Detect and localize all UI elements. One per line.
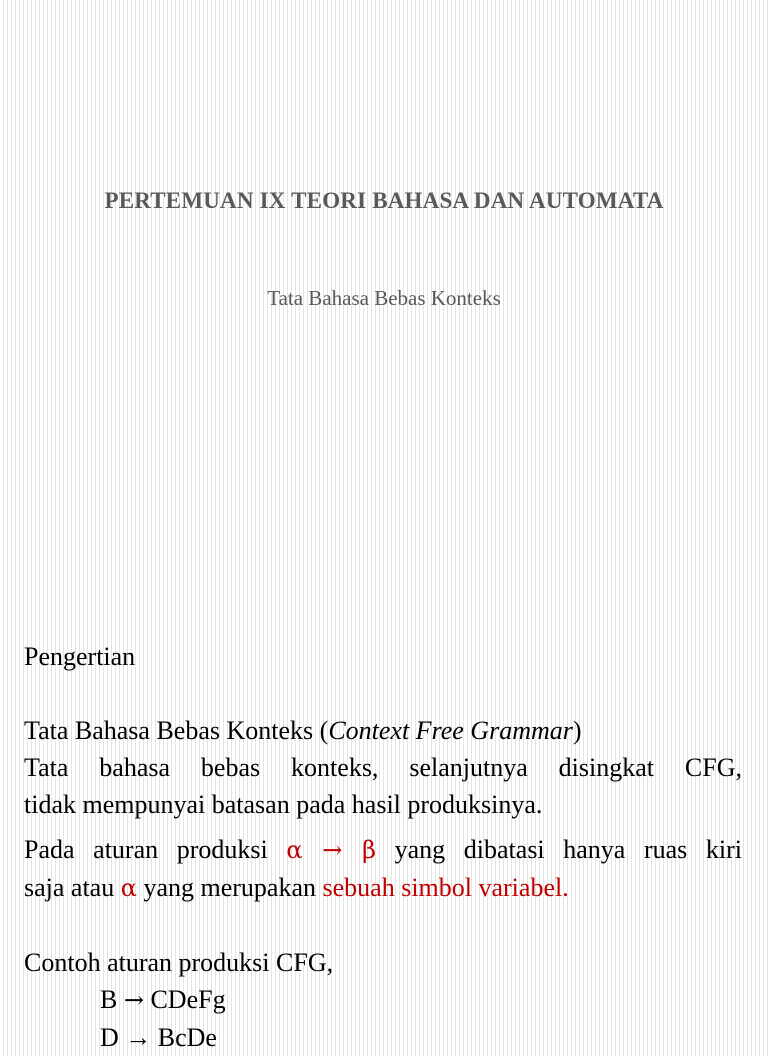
production-rule <box>286 836 376 864</box>
definition-italic: Context Free Grammar <box>328 716 573 745</box>
paragraph2-line1 <box>24 831 742 869</box>
page-title: PERTEMUAN IX TEORI BAHASA DAN AUTOMATA <box>104 188 664 213</box>
paragraph2-line2-mid: yang merupakan <box>143 873 316 902</box>
example-rule-1 <box>24 981 742 1019</box>
content-body <box>24 638 742 1056</box>
example1-left: B <box>100 985 118 1014</box>
example-rule-2-partial: D → BcDe <box>100 1023 217 1052</box>
arrow-symbol: → <box>322 836 343 864</box>
paragraph2-line1-end: yang dibatasi hanya ruas kiri <box>394 835 742 864</box>
alpha-symbol: α <box>286 836 303 864</box>
definition-suffix: ) <box>572 716 582 745</box>
page-subtitle: Tata Bahasa Bebas Konteks <box>267 286 501 310</box>
definition-prefix: Tata Bahasa Bebas Konteks ( <box>24 716 329 745</box>
paragraph1-line1: Tata bahasa bebas konteks, selanjutnya disingkat CFG, <box>24 753 742 782</box>
arrow-symbol-example: → <box>123 986 144 1014</box>
definition-line <box>24 712 742 749</box>
example-heading: Contoh aturan produksi CFG, <box>24 948 334 977</box>
beta-symbol: β <box>362 836 377 864</box>
paragraph2-line2-start: saja atau <box>24 873 115 902</box>
paragraph2-line2-red: sebuah simbol variabel. <box>322 873 569 902</box>
paragraph2-line2 <box>24 869 742 907</box>
alpha-symbol-inline: α <box>120 874 137 902</box>
example1-right: CDeFg <box>150 985 226 1014</box>
paragraph1-line2: tidak mempunyai batasan pada hasil produksinya. <box>24 790 543 819</box>
paragraph2-line1-start: Pada aturan produksi <box>24 835 268 864</box>
section-heading: Pengertian <box>24 642 136 671</box>
